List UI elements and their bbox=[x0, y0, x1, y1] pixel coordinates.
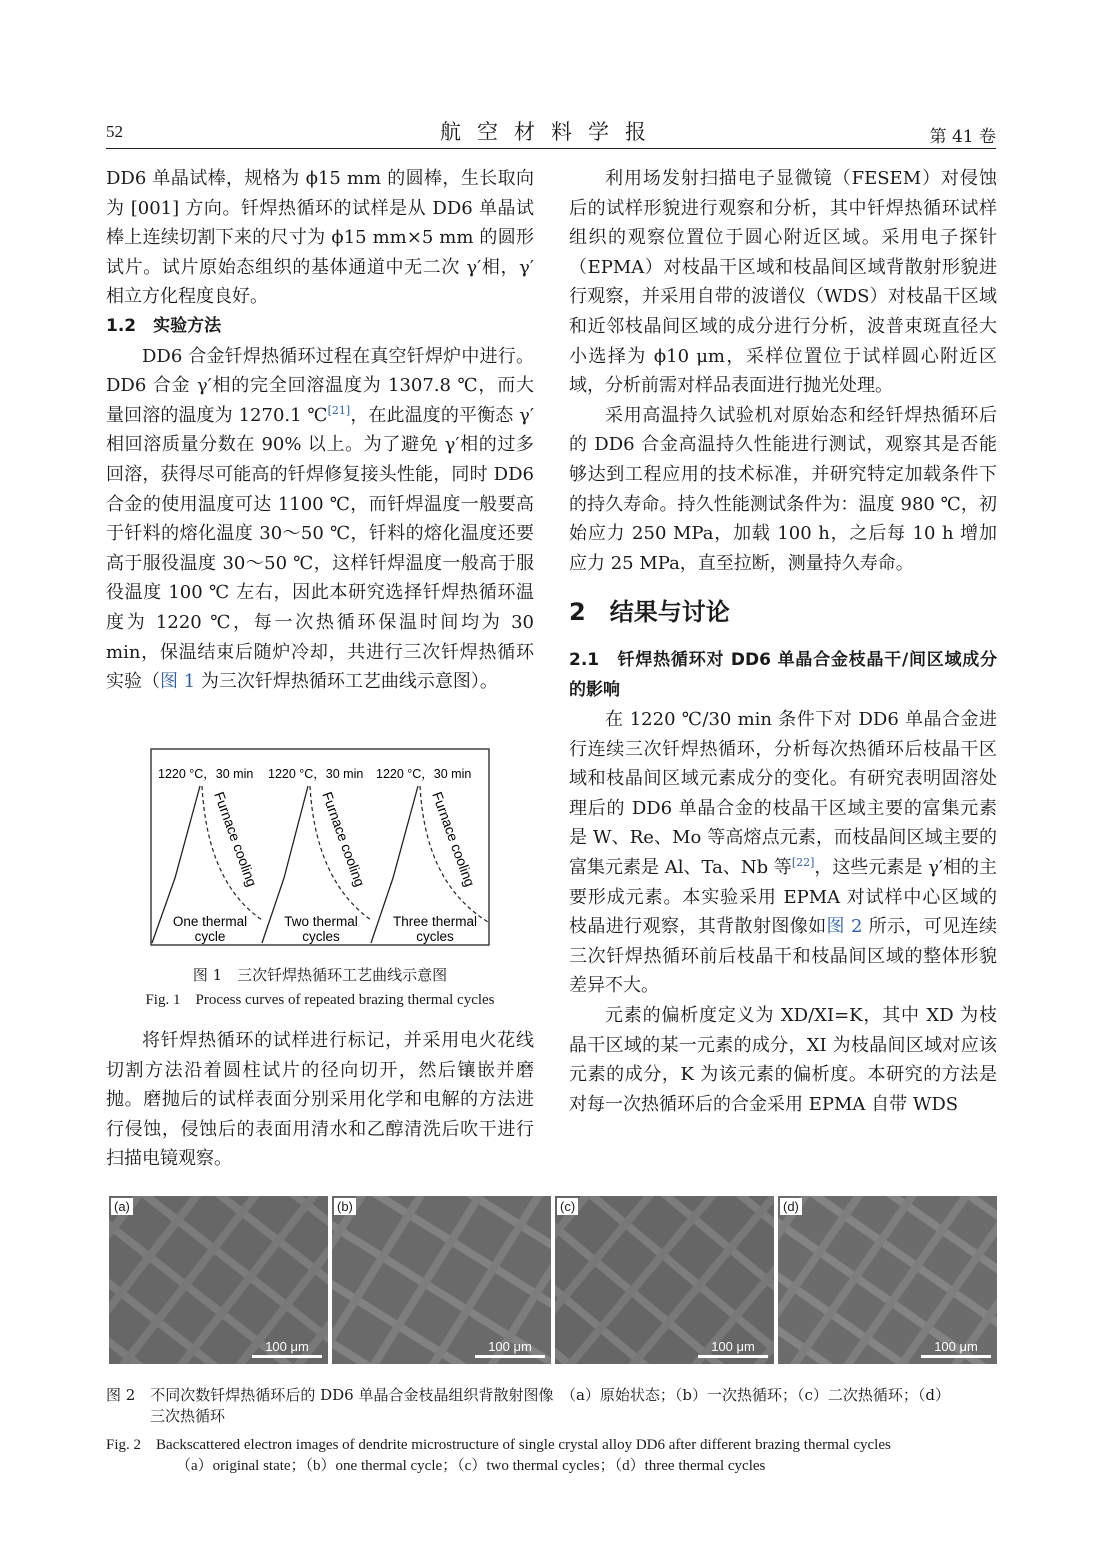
citation-link[interactable]: [22] bbox=[791, 856, 815, 870]
page-header bbox=[106, 116, 996, 146]
scale-bar bbox=[475, 1339, 545, 1358]
micrograph-panel-d bbox=[778, 1196, 997, 1364]
journal-title: 航空材料学报 bbox=[440, 120, 662, 144]
scale-bar-label: 100 μm bbox=[265, 1339, 309, 1354]
section-heading: 2 结果与讨论 bbox=[569, 598, 730, 627]
scale-bar-label: 100 μm bbox=[711, 1339, 755, 1354]
header-rule bbox=[106, 148, 996, 149]
figure-1-caption-cn: 图 1 三次钎焊热循环工艺曲线示意图 bbox=[192, 966, 448, 984]
cycle-label-1-line1: One thermal bbox=[172, 914, 248, 929]
paragraph bbox=[106, 342, 534, 697]
text-run: ，这些元素是 γ′相的主要形成元素。本实验采用 EPMA 对试样中心区域的枝晶进行观察，其背散射图像如 bbox=[569, 857, 997, 938]
right-column bbox=[569, 164, 997, 1119]
citation-link[interactable]: [21] bbox=[327, 403, 351, 417]
text-run: 在 1220 ℃/30 min 条件下对 DD6 单晶合金进行连续三次钎焊热循环，分析每次热循环后枝晶干区域和枝晶间区域元素成分的变化。有研究表明固溶处理后的 DD6 单晶合金的枝晶干区域主要的富集元素是 W、Re、Mo 等高熔点元素，而枝晶间区域主要的富集元素是 Al、Ta、Nb 等 bbox=[569, 709, 997, 879]
process-curve-diagram bbox=[150, 748, 490, 946]
text-run: 所示，可见连续三次钎焊热循环前后枝晶干和枝晶间区域的整体形貌差异不大。 bbox=[569, 916, 997, 997]
hold-label-2: 1220 °C，30 min bbox=[268, 767, 364, 781]
paragraph: 将钎焊热循环的试样进行标记，并采用电火花线切割方法沿着圆柱试片的径向切开，然后镶嵌并磨抛。磨抛后的试样表面分别采用化学和电解的方法进行侵蚀，侵蚀后的表面用清水和乙醇清洗后吹干进行扫描电镜观察。 bbox=[106, 1030, 534, 1170]
cycle-label-3-line2: cycles bbox=[416, 929, 454, 944]
volume-label: 第 41 卷 bbox=[929, 127, 996, 147]
micrograph-panel-b bbox=[332, 1196, 551, 1364]
cycle-label-2-line1: Two thermal bbox=[284, 914, 358, 929]
scale-bar bbox=[698, 1339, 768, 1358]
text-run: 为三次钎焊热循环工艺曲线示意图）。 bbox=[195, 671, 498, 693]
figure-link[interactable]: 图 2 bbox=[826, 916, 863, 938]
text-run: DD6 合金钎焊热循环过程在真空钎焊炉中进行。DD6 合金 γ′相的完全回溶温度为 1307.8 ℃，而大量回溶的温度为 1270.1 ℃ bbox=[106, 345, 534, 426]
paragraph: 采用高温持久试验机对原始态和经钎焊热循环后的 DD6 合金高温持久性能进行测试，观察其是否能够达到工程应用的技术标准，并研究特定加载条件下的持久寿命。持久性能测试条件为：温度 980 ℃，初始应力 250 MPa，加载 100 h，之后每 10 h 增加应力 25 MPa，直至拉断，测量持久寿命。 bbox=[569, 404, 997, 574]
cycle-label-2-line2: cycles bbox=[302, 929, 340, 944]
cooling-label-2: Furnace cooling bbox=[319, 789, 369, 889]
micrograph-panel-a bbox=[109, 1196, 328, 1364]
left-column-continued bbox=[106, 1026, 534, 1174]
scale-bar bbox=[252, 1339, 322, 1358]
figure-2 bbox=[109, 1196, 997, 1364]
subsection-heading: 2.1 钎焊热循环对 DD6 单晶合金枝晶干/间区域成分的影响 bbox=[569, 649, 997, 700]
cooling-label-1: Furnace cooling bbox=[211, 789, 261, 889]
figure-2-caption-cn bbox=[106, 1385, 998, 1427]
scale-bar bbox=[921, 1339, 991, 1358]
panel-label: (c) bbox=[557, 1198, 578, 1215]
cooling-label-3: Furnace cooling bbox=[429, 789, 479, 889]
scale-bar-label: 100 μm bbox=[934, 1339, 978, 1354]
panel-label: (b) bbox=[334, 1198, 356, 1215]
caption-line: 图 2 不同次数钎焊热循环后的 DD6 单晶合金枝晶组织背散射图像 （a）原始状态；（b）一次热循环；（c）二次热循环；（d） bbox=[106, 1386, 950, 1404]
paragraph: DD6 单晶试棒，规格为 ϕ15 mm 的圆棒，生长取向为 [001] 方向。钎焊热循环的试样是从 DD6 单晶试棒上连续切割下来的尺寸为 ϕ15 mm×5 mm 的圆形试片。试片原始态组织的基体通道中无二次 γ′相，γ′相立方化程度良好。 bbox=[106, 168, 534, 308]
text-run: ，在此温度的平衡态 γ′相回溶质量分数在 90% 以上。为了避免 γ′相的过多回溶，获得尽可能高的钎焊修复接头性能，同时 DD6 合金的使用温度可达 1100 ℃，而钎焊温度一般要高于钎料的熔化温度 30～50 ℃，钎料的熔化温度还要高于服役温度 30～50 ℃，这样钎焊温度一般高于服役温度 100 ℃ 左右，因此本研究选择钎焊热循环温度为 1220 ℃，每一次热循环保温时间均为 30 min，保温结束后随炉冷却，共进行三次钎焊热循环实验（ bbox=[106, 404, 534, 693]
section-heading: 1.2 实验方法 bbox=[106, 315, 222, 336]
micrograph-panel-c bbox=[555, 1196, 774, 1364]
figure-1 bbox=[150, 748, 490, 946]
figure-2-caption-en bbox=[106, 1435, 998, 1477]
paragraph: 利用场发射扫描电子显微镜（FESEM）对侵蚀后的试样形貌进行观察和分析，其中钎焊热循环试样组织的观察位置位于圆心附近区域。采用电子探针（EPMA）对枝晶干区域和枝晶间区域背散射形貌进行观察，并采用自带的波谱仪（WDS）对枝晶干区域和近邻枝晶间区域的成分进行分析，波普束斑直径大小选择为 ϕ10 μm，采样位置位于试样圆心附近区域，分析前需对样品表面进行抛光处理。 bbox=[569, 168, 997, 397]
panel-label: (d) bbox=[780, 1198, 802, 1215]
left-column bbox=[106, 164, 534, 697]
cycle-label-1-line2: cycle bbox=[194, 929, 226, 944]
caption-line: 三次热循环 bbox=[150, 1407, 226, 1425]
figure-link[interactable]: 图 1 bbox=[160, 671, 196, 693]
caption-line: （a）original state；（b）one thermal cycle；（c）two thermal cycles；（d）three thermal cycles bbox=[176, 1458, 766, 1474]
paragraph: 元素的偏析度定义为 XD/XI=K，其中 XD 为枝晶干区域的某一元素的成分，XI 为枝晶间区域对应该元素的成分，K 为该元素的偏析度。本研究的方法是对每一次热循环后的合金采用 EPMA 自带 WDS bbox=[569, 1005, 997, 1115]
cycle-label-3-line1: Three thermal bbox=[392, 914, 478, 929]
hold-label-3: 1220 °C，30 min bbox=[376, 767, 472, 781]
scale-bar-label: 100 μm bbox=[488, 1339, 532, 1354]
caption-line: Fig. 2 Backscattered electron images of dendrite microstructure of single crystal alloy DD6 after different brazing thermal cycles bbox=[106, 1437, 891, 1453]
figure-1-caption-en: Fig. 1 Process curves of repeated brazing thermal cycles bbox=[145, 992, 495, 1008]
panel-label: (a) bbox=[111, 1198, 133, 1215]
page-number: 52 bbox=[106, 122, 123, 141]
hold-label-1: 1220 °C，30 min bbox=[158, 767, 254, 781]
paragraph bbox=[569, 705, 997, 1001]
